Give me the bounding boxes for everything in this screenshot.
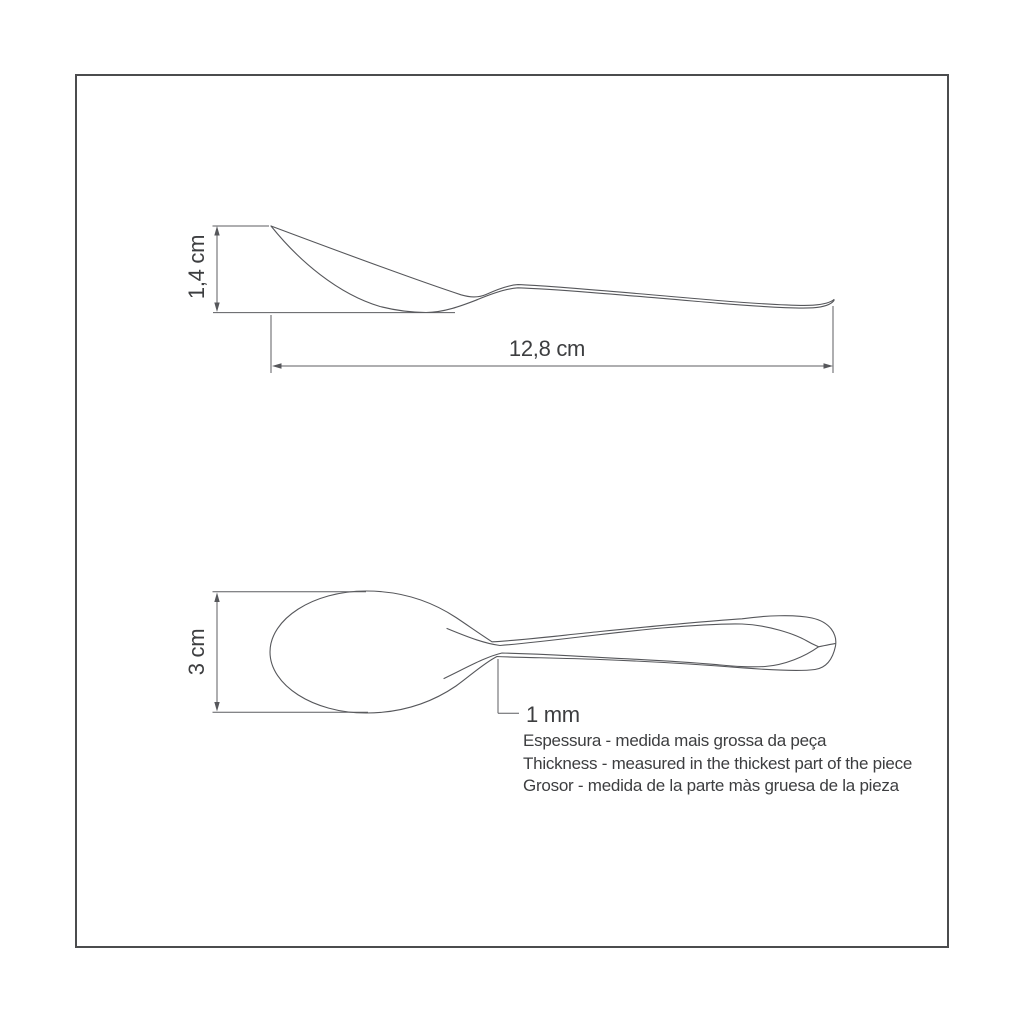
top-view-thickness-label: 1 mm [526, 702, 580, 727]
arrow-down-icon [214, 702, 219, 712]
arrow-right-icon [824, 363, 834, 368]
arrow-up-icon [214, 593, 219, 603]
top-view-spoon-outline [270, 591, 836, 713]
side-view-drawing [271, 226, 834, 313]
arrow-down-icon [214, 303, 219, 313]
side-view-length-label: 12,8 cm [508, 336, 586, 361]
thickness-note-portuguese: Espessura - medida mais grossa da peça [523, 731, 827, 750]
side-view-height-label: 1,4 cm [184, 234, 209, 300]
side-view-bowl-bottom [271, 226, 477, 313]
side-view-bowl-top-and-handle [271, 226, 834, 305]
arrow-up-icon [214, 226, 219, 236]
thickness-note-english: Thickness - measured in the thickest part of the piece [523, 753, 913, 773]
top-view-handle-tip-crease [819, 644, 836, 647]
top-view-dimensions [213, 592, 520, 713]
thickness-notes [523, 730, 912, 798]
top-view-handle-inner-line [444, 624, 819, 679]
arrow-left-icon [272, 363, 282, 368]
top-view-width-label: 3 cm [184, 628, 209, 676]
top-view-drawing [270, 591, 836, 713]
thickness-note-spanish: Grosor - medida de la parte màs gruesa de la pieza [523, 776, 899, 795]
